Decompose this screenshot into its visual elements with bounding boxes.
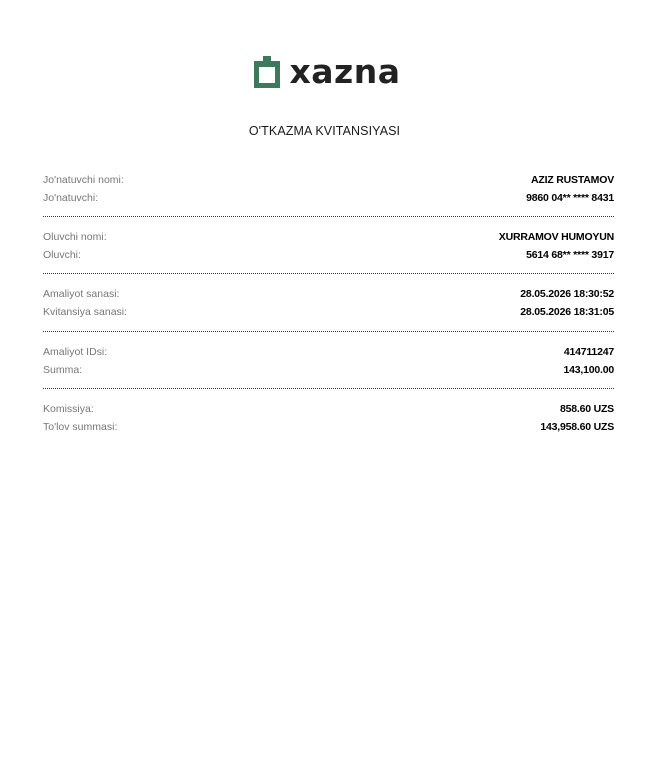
operation-id-row [43, 345, 614, 359]
commission-row [43, 402, 614, 416]
receipt-title: O'TKAZMA KVITANSIYASI [248, 124, 401, 138]
dotted-divider [43, 216, 614, 217]
recipient-card-value: 5614 68** **** 3917 [526, 249, 614, 261]
receipt-date-value: 28.05.2026 18:31:05 [520, 306, 614, 318]
operation-date-label: Amaliyot sanasi: [43, 288, 120, 300]
amount-label: Summa: [43, 364, 83, 376]
commission-value: 858.60 UZS [559, 403, 614, 415]
recipient-name-value: XURRAMOV HUMOYUN [498, 231, 614, 243]
recipient-name-label: Oluvchi nomi: [43, 231, 107, 243]
amount-value: 143,100.00 [563, 364, 614, 376]
dotted-divider [43, 388, 614, 389]
recipient-card-row [43, 248, 614, 262]
dotted-divider [43, 331, 614, 332]
commission-label: Komissiya: [43, 403, 94, 415]
recipient-name-row [43, 230, 614, 244]
brand-name: xazna [289, 52, 401, 91]
sender-name-label: Jo'natuvchi nomi: [43, 174, 124, 186]
sender-card-value: 9860 04** **** 8431 [526, 192, 614, 204]
total-payment-label: To'lov summasi: [43, 421, 118, 433]
brand-logo-inner [254, 52, 401, 91]
total-payment-row [43, 420, 614, 434]
receipt-date-row [43, 305, 614, 319]
amount-row [43, 363, 614, 377]
operation-date-value: 28.05.2026 18:30:52 [520, 288, 614, 300]
sender-card-row [43, 191, 614, 205]
operation-id-label: Amaliyot IDsi: [43, 346, 108, 358]
operation-date-row [43, 287, 614, 301]
dotted-divider [43, 273, 614, 274]
sender-name-row [43, 173, 614, 187]
bag-icon [254, 56, 280, 88]
sender-card-label: Jo'natuvchi: [43, 192, 99, 204]
sender-name-value: AZIZ RUSTAMOV [531, 174, 614, 186]
brand-logo [0, 52, 649, 91]
recipient-card-label: Oluvchi: [43, 249, 81, 261]
total-payment-value: 143,958.60 UZS [540, 421, 614, 433]
receipt-date-label: Kvitansiya sanasi: [43, 306, 128, 318]
operation-id-value: 414711247 [563, 346, 614, 358]
